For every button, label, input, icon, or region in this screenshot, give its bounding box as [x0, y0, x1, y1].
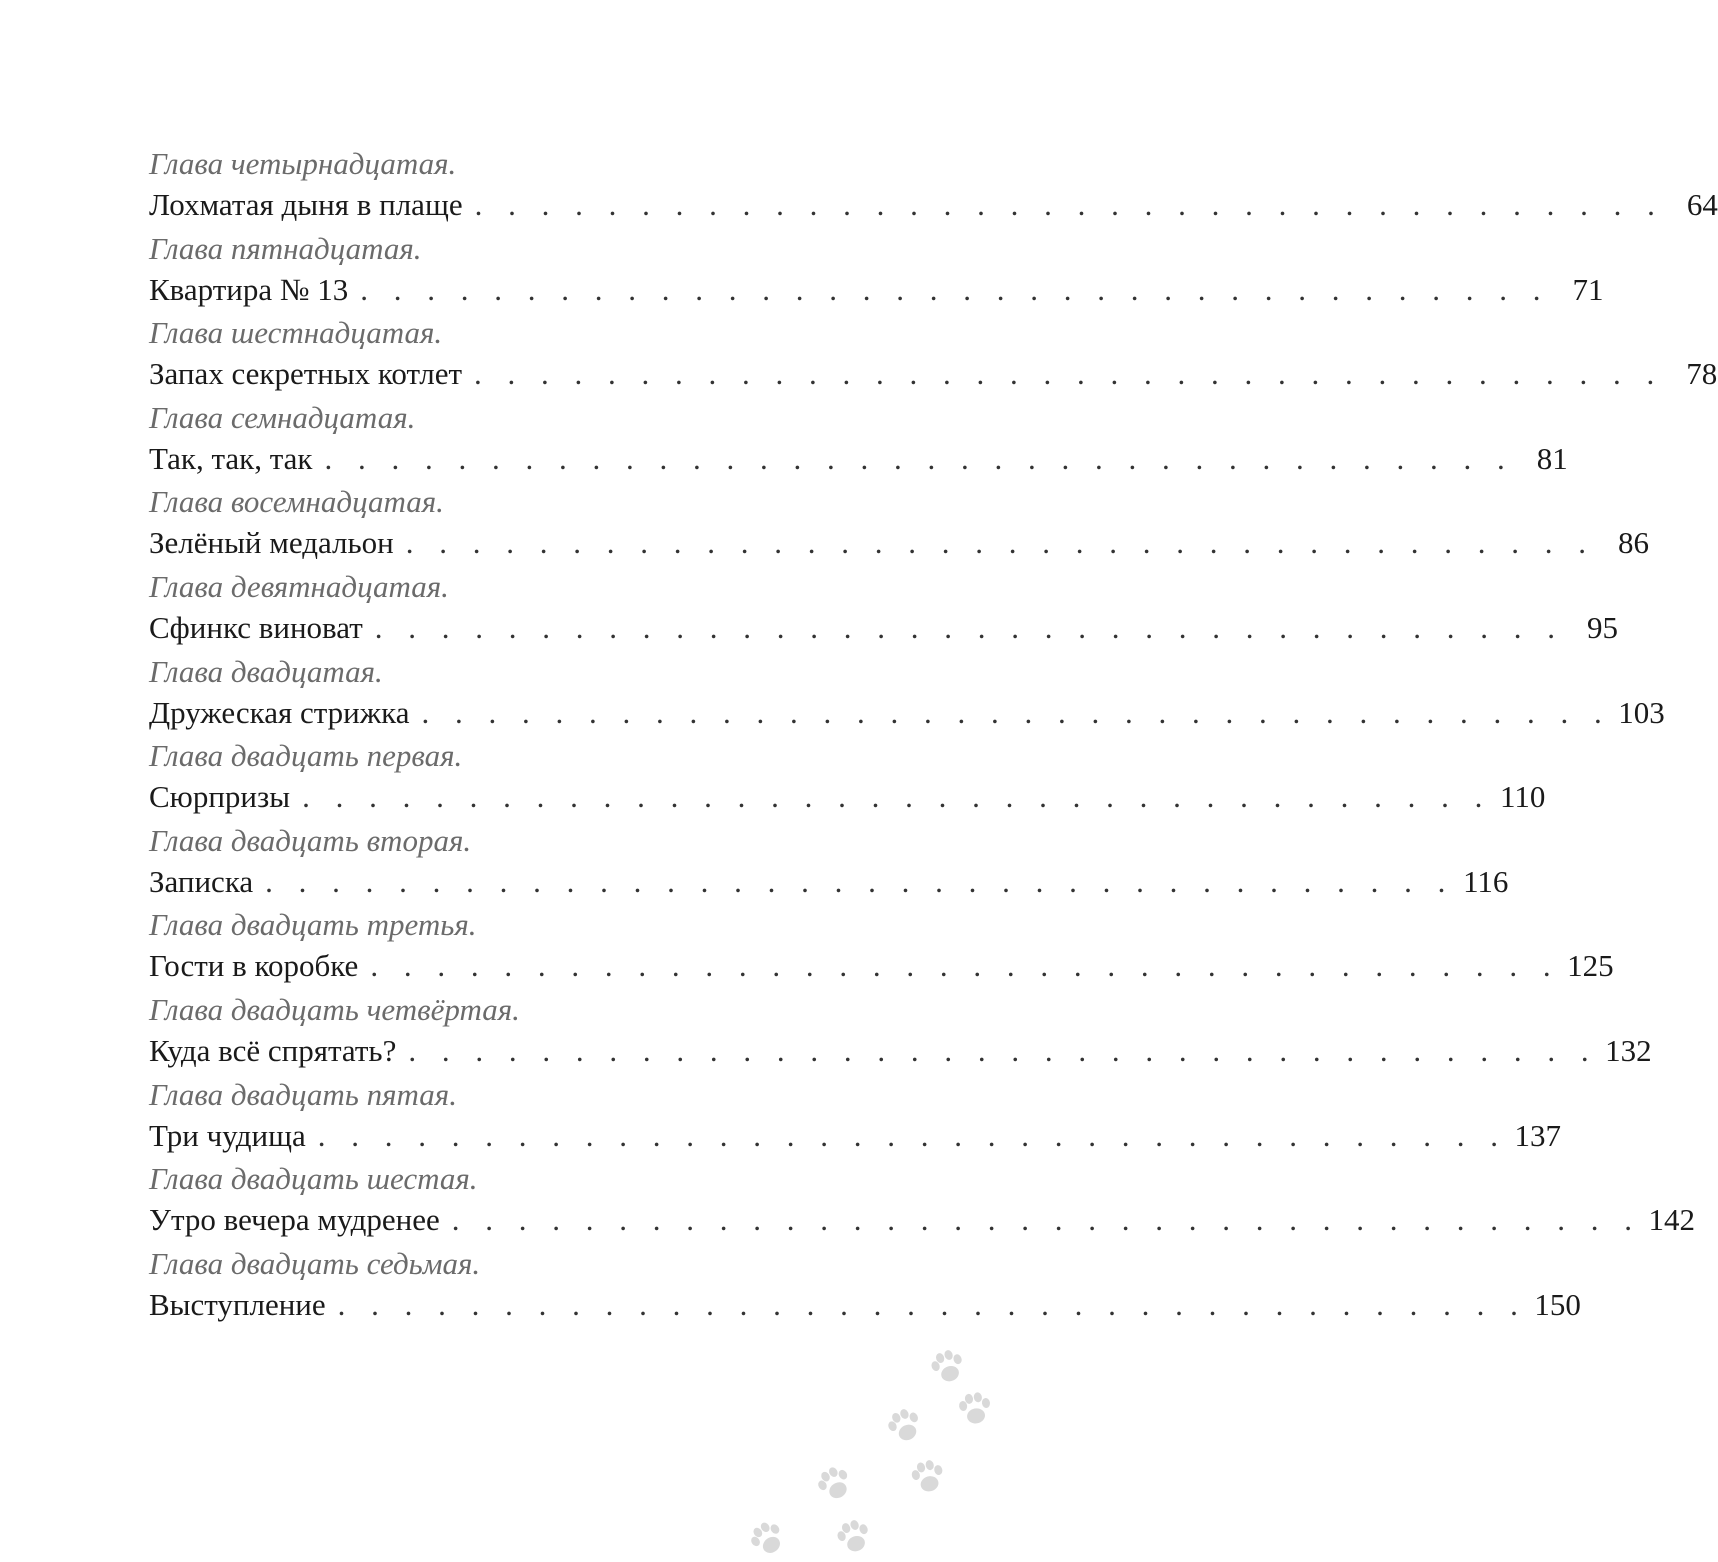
page-number: 132 — [1605, 1032, 1652, 1068]
chapter-title: Записка — [149, 863, 254, 899]
chapter-title-row — [149, 185, 1718, 225]
chapter-title: Сюрпризы — [149, 779, 291, 815]
toc-entry[interactable] — [149, 481, 1649, 566]
toc-entry[interactable] — [149, 1074, 1561, 1159]
chapter-label: Глава пятнадцатая. — [149, 230, 422, 266]
paw-prints-decoration — [730, 1330, 1000, 1562]
chapter-label: Глава восемнадцатая. — [149, 484, 444, 520]
chapter-label: Глава двадцать вторая. — [149, 822, 472, 858]
toc-entry[interactable] — [149, 989, 1652, 1074]
chapter-title: Зелёный медальон — [149, 525, 394, 561]
chapter-label: Глава двадцать первая. — [149, 738, 463, 774]
page-number: 116 — [1463, 863, 1509, 899]
toc-entry[interactable] — [149, 1243, 1581, 1328]
toc-entry[interactable] — [149, 397, 1568, 482]
chapter-title: Сфинкс виноват — [149, 609, 363, 645]
paw-print-icon — [814, 1462, 856, 1504]
toc-entry[interactable] — [149, 735, 1546, 820]
chapter-title-row — [149, 608, 1619, 648]
dot-leader: . . . . . . . . . . . . . . . . . . . . . . . . . . . . . . . . . . . . — [317, 1117, 1507, 1153]
page-number: 86 — [1618, 525, 1649, 561]
dot-leader: . . . . . . . . . . . . . . . . . . . . . . . . . . . . . . . . . . . . — [360, 271, 1550, 307]
dot-leader: . . . . . . . . . . . . . . . . . . . . . . . . . . . . . . . . . . . . — [324, 440, 1514, 476]
chapter-label: Глава двадцать третья. — [149, 907, 477, 943]
chapter-title-row — [149, 354, 1718, 394]
toc-entry[interactable] — [149, 651, 1665, 736]
dot-leader: . . . . . . . . . . . . . . . . . . . . . . . . . . . . . . . . . . . . — [474, 356, 1664, 392]
chapter-label: Глава четырнадцатая. — [149, 146, 457, 181]
chapter-title-row — [149, 777, 1546, 817]
toc-entry[interactable] — [149, 143, 1718, 228]
page-number: 125 — [1567, 948, 1614, 984]
table-of-contents — [149, 143, 1718, 1327]
page-number: 64 — [1686, 187, 1718, 222]
chapter-title: Куда всё спрятать? — [149, 1032, 397, 1068]
chapter-title: Три чудища — [149, 1117, 306, 1153]
dot-leader: . . . . . . . . . . . . . . . . . . . . . . . . . . . . . . . . . . . . — [451, 1202, 1641, 1238]
paw-print-icon — [928, 1347, 968, 1386]
paw-print-icon — [909, 1457, 947, 1494]
dot-leader: . . . . . . . . . . . . . . . . . . . . . . . . . . . . . . . . . . . . — [408, 1032, 1598, 1068]
page-number: 71 — [1572, 271, 1604, 307]
toc-entry[interactable] — [149, 566, 1619, 651]
dot-leader: . . . . . . . . . . . . . . . . . . . . . . . . . . . . . . . . . . . . — [337, 1286, 1527, 1322]
dot-leader: . . . . . . . . . . . . . . . . . . . . . . . . . . . . . . . . . . . . — [302, 779, 1492, 815]
chapter-title-row — [149, 1200, 1695, 1240]
chapter-label: Глава шестнадцатая. — [149, 315, 443, 351]
page-number: 137 — [1514, 1117, 1561, 1153]
paw-print-icon — [834, 1517, 874, 1556]
page-number: 95 — [1587, 609, 1619, 645]
chapter-title-row — [149, 523, 1649, 563]
page-number: 78 — [1686, 356, 1718, 392]
toc-entry[interactable] — [149, 820, 1509, 905]
dot-leader: . . . . . . . . . . . . . . . . . . . . . . . . . . . . . . . . . . . . — [405, 525, 1595, 561]
paw-print-icon — [957, 1390, 993, 1425]
chapter-title: Выступление — [149, 1286, 326, 1322]
chapter-title-row — [149, 693, 1665, 733]
dot-leader: . . . . . . . . . . . . . . . . . . . . . . . . . . . . . . . . . . . . — [374, 609, 1565, 645]
chapter-label: Глава двадцать четвёртая. — [149, 991, 520, 1027]
chapter-title: Гости в коробке — [149, 948, 359, 984]
chapter-title-row — [149, 439, 1568, 479]
paw-print-icon — [884, 1405, 925, 1446]
page-number: 110 — [1499, 779, 1546, 815]
page-number: 81 — [1536, 440, 1568, 476]
chapter-title-row — [149, 862, 1509, 902]
dot-leader: . . . . . . . . . . . . . . . . . . . . . . . . . . . . . . . . . . . . — [370, 948, 1560, 984]
toc-entry[interactable] — [149, 1158, 1695, 1243]
chapter-title: Так, так, так — [149, 440, 313, 476]
chapter-title-row — [149, 270, 1604, 310]
chapter-title: Запах секретных котлет — [149, 356, 463, 392]
chapter-title: Утро вечера мудренее — [149, 1202, 440, 1238]
chapter-title: Лохматая дыня в плаще — [149, 187, 463, 222]
chapter-title-row — [149, 1031, 1652, 1071]
chapter-title-row — [149, 1116, 1561, 1156]
chapter-label: Глава двадцать шестая. — [149, 1161, 478, 1197]
dot-leader: . . . . . . . . . . . . . . . . . . . . . . . . . . . . . . . . . . . . — [265, 863, 1455, 899]
chapter-label: Глава девятнадцатая. — [149, 568, 449, 604]
chapter-title: Дружеская стрижка — [149, 694, 410, 730]
toc-entry[interactable] — [149, 228, 1604, 313]
chapter-title-row — [149, 1285, 1581, 1325]
chapter-title: Квартира № 13 — [149, 271, 349, 307]
paw-print-icon — [746, 1517, 789, 1560]
page-number: 103 — [1618, 694, 1665, 730]
chapter-label: Глава двадцать пятая. — [149, 1076, 457, 1112]
toc-entry[interactable] — [149, 312, 1718, 397]
dot-leader: . . . . . . . . . . . . . . . . . . . . . . . . . . . . . . . . . . . . — [421, 694, 1611, 730]
toc-entry[interactable] — [149, 904, 1614, 989]
page-number: 150 — [1534, 1286, 1581, 1322]
chapter-title-row — [149, 946, 1614, 986]
dot-leader: . . . . . . . . . . . . . . . . . . . . . . . . . . . . . . . . . . . . — [474, 187, 1664, 222]
chapter-label: Глава семнадцатая. — [149, 399, 416, 435]
chapter-label: Глава двадцатая. — [149, 653, 383, 689]
page-number: 142 — [1648, 1202, 1695, 1238]
chapter-label: Глава двадцать седьмая. — [149, 1245, 481, 1281]
